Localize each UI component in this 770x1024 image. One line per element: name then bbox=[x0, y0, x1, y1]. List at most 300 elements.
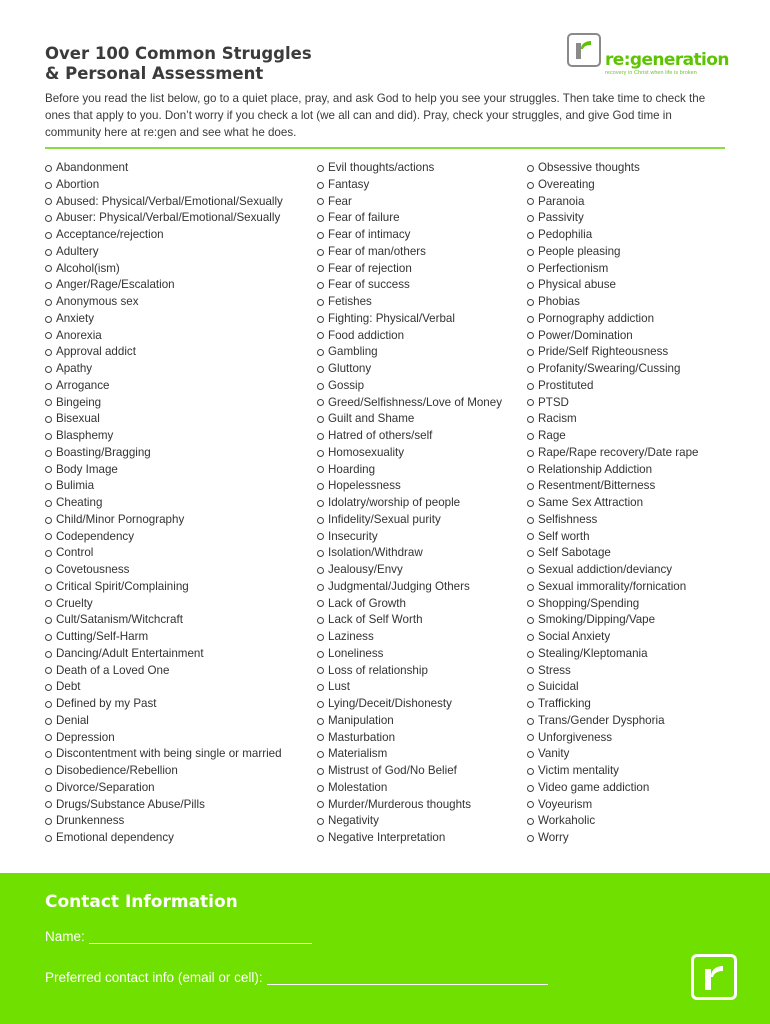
struggle-item[interactable] bbox=[527, 395, 698, 412]
struggle-item[interactable] bbox=[527, 244, 698, 261]
struggle-item[interactable] bbox=[317, 629, 502, 646]
checkbox-circle-icon[interactable] bbox=[317, 667, 324, 674]
checkbox-circle-icon[interactable] bbox=[527, 483, 534, 490]
struggle-item[interactable] bbox=[45, 746, 283, 763]
struggle-item[interactable] bbox=[527, 596, 698, 613]
struggle-label: Workaholic bbox=[538, 814, 596, 828]
struggle-item[interactable] bbox=[527, 227, 698, 244]
checkbox-circle-icon[interactable] bbox=[527, 785, 534, 792]
struggle-item[interactable] bbox=[527, 160, 698, 177]
checkbox-circle-icon[interactable] bbox=[527, 416, 534, 423]
checkbox-circle-icon[interactable] bbox=[317, 416, 324, 423]
checkbox-circle-icon[interactable] bbox=[527, 617, 534, 624]
checkbox-circle-icon[interactable] bbox=[45, 265, 52, 272]
struggle-item[interactable] bbox=[45, 730, 283, 747]
checkbox-circle-icon[interactable] bbox=[45, 734, 52, 741]
struggle-item[interactable] bbox=[45, 663, 283, 680]
checkbox-circle-icon[interactable] bbox=[45, 684, 52, 691]
struggle-item[interactable] bbox=[317, 244, 502, 261]
struggle-item[interactable] bbox=[527, 679, 698, 696]
struggle-item[interactable] bbox=[317, 797, 502, 814]
struggle-label: Pornography addiction bbox=[538, 311, 655, 325]
struggle-item[interactable] bbox=[45, 512, 283, 529]
checkbox-circle-icon[interactable] bbox=[45, 232, 52, 239]
checkbox-circle-icon[interactable] bbox=[527, 366, 534, 373]
struggle-item[interactable] bbox=[45, 696, 283, 713]
checkbox-circle-icon[interactable] bbox=[45, 466, 52, 473]
contact-section bbox=[0, 873, 770, 1024]
checkbox-circle-icon[interactable] bbox=[527, 299, 534, 306]
struggle-item[interactable] bbox=[45, 177, 283, 194]
checkbox-circle-icon[interactable] bbox=[527, 182, 534, 189]
struggle-item[interactable] bbox=[45, 629, 283, 646]
struggle-item[interactable] bbox=[45, 344, 283, 361]
checkbox-circle-icon[interactable] bbox=[527, 818, 534, 825]
struggle-item[interactable] bbox=[317, 462, 502, 479]
struggle-label: Trans/Gender Dysphoria bbox=[538, 713, 665, 727]
checkbox-circle-icon[interactable] bbox=[317, 818, 324, 825]
struggle-item[interactable] bbox=[45, 227, 283, 244]
struggle-item[interactable] bbox=[317, 579, 502, 596]
struggle-item[interactable] bbox=[527, 579, 698, 596]
checkbox-circle-icon[interactable] bbox=[317, 182, 324, 189]
checkbox-circle-icon[interactable] bbox=[317, 332, 324, 339]
struggle-label: Greed/Selfishness/Love of Money bbox=[328, 395, 503, 409]
checkbox-circle-icon[interactable] bbox=[317, 651, 324, 658]
checkbox-circle-icon[interactable] bbox=[527, 768, 534, 775]
struggle-item[interactable] bbox=[527, 713, 698, 730]
struggle-item[interactable] bbox=[45, 763, 283, 780]
checkbox-circle-icon[interactable] bbox=[317, 399, 324, 406]
struggle-item[interactable] bbox=[45, 797, 283, 814]
struggle-item[interactable] bbox=[317, 696, 502, 713]
struggle-label: Self Sabotage bbox=[538, 546, 611, 560]
struggle-item[interactable] bbox=[45, 445, 283, 462]
struggle-label: Negativity bbox=[328, 814, 379, 828]
struggle-item[interactable] bbox=[317, 612, 502, 629]
struggle-item[interactable] bbox=[317, 562, 502, 579]
checkbox-circle-icon[interactable] bbox=[45, 282, 52, 289]
struggle-label: Dancing/Adult Entertainment bbox=[56, 646, 204, 660]
struggle-item[interactable] bbox=[527, 311, 698, 328]
checkbox-circle-icon[interactable] bbox=[527, 316, 534, 323]
checkbox-circle-icon[interactable] bbox=[45, 617, 52, 624]
struggle-item[interactable] bbox=[45, 210, 283, 227]
struggle-item[interactable] bbox=[317, 428, 502, 445]
checkbox-circle-icon[interactable] bbox=[45, 667, 52, 674]
struggle-item[interactable] bbox=[45, 830, 283, 847]
checkbox-circle-icon[interactable] bbox=[317, 450, 324, 457]
struggle-label: Profanity/Swearing/Cussing bbox=[538, 362, 681, 375]
checkbox-circle-icon[interactable] bbox=[45, 634, 52, 641]
struggle-item[interactable] bbox=[45, 160, 283, 177]
struggle-item[interactable] bbox=[317, 378, 502, 395]
struggle-item[interactable] bbox=[45, 780, 283, 797]
struggle-item[interactable] bbox=[45, 562, 283, 579]
struggle-label: Murder/Murderous thoughts bbox=[328, 797, 472, 811]
checkbox-circle-icon[interactable] bbox=[527, 249, 534, 256]
struggle-item[interactable] bbox=[527, 411, 698, 428]
struggle-item[interactable] bbox=[527, 462, 698, 479]
checkbox-circle-icon[interactable] bbox=[45, 600, 52, 607]
checkbox-circle-icon[interactable] bbox=[45, 165, 52, 172]
struggle-item[interactable] bbox=[317, 445, 502, 462]
struggle-item[interactable] bbox=[317, 830, 502, 847]
struggle-item[interactable] bbox=[527, 328, 698, 345]
checkbox-circle-icon[interactable] bbox=[45, 249, 52, 256]
checkbox-circle-icon[interactable] bbox=[317, 500, 324, 507]
struggle-item[interactable] bbox=[45, 378, 283, 395]
checkbox-circle-icon[interactable] bbox=[317, 684, 324, 691]
struggle-item[interactable] bbox=[45, 545, 283, 562]
checkbox-circle-icon[interactable] bbox=[45, 701, 52, 708]
struggle-item[interactable] bbox=[317, 328, 502, 345]
struggle-item[interactable] bbox=[45, 277, 283, 294]
checkbox-circle-icon[interactable] bbox=[45, 349, 52, 356]
checkbox-circle-icon[interactable] bbox=[527, 584, 534, 591]
struggle-label: People pleasing bbox=[538, 244, 621, 258]
checkbox-circle-icon[interactable] bbox=[317, 215, 324, 222]
checkbox-circle-icon[interactable] bbox=[527, 466, 534, 473]
struggle-item[interactable] bbox=[527, 177, 698, 194]
struggle-item[interactable] bbox=[527, 428, 698, 445]
checkbox-circle-icon[interactable] bbox=[527, 215, 534, 222]
logo-wordmark: re:generation bbox=[605, 50, 729, 70]
checkbox-circle-icon[interactable] bbox=[527, 383, 534, 390]
struggle-item[interactable] bbox=[45, 311, 283, 328]
checkbox-circle-icon[interactable] bbox=[527, 165, 534, 172]
logo-mark-icon bbox=[567, 33, 601, 67]
struggle-item[interactable] bbox=[527, 512, 698, 529]
struggle-label: Cheating bbox=[56, 496, 103, 509]
struggle-item[interactable] bbox=[317, 596, 502, 613]
checkbox-circle-icon[interactable] bbox=[45, 299, 52, 306]
checkbox-circle-icon[interactable] bbox=[317, 550, 324, 557]
checkbox-circle-icon[interactable] bbox=[317, 584, 324, 591]
struggle-label: Pedophilia bbox=[538, 228, 593, 241]
struggle-item[interactable] bbox=[317, 512, 502, 529]
checkbox-circle-icon[interactable] bbox=[317, 366, 324, 373]
struggle-item[interactable] bbox=[317, 294, 502, 311]
checkbox-circle-icon[interactable] bbox=[527, 517, 534, 524]
struggle-item[interactable] bbox=[45, 328, 283, 345]
checkbox-circle-icon[interactable] bbox=[527, 265, 534, 272]
struggle-label: Racism bbox=[538, 412, 577, 426]
checkbox-circle-icon[interactable] bbox=[317, 734, 324, 741]
struggle-item[interactable] bbox=[527, 361, 698, 378]
struggle-label: Fear of success bbox=[328, 278, 410, 292]
struggle-item[interactable] bbox=[317, 277, 502, 294]
struggle-item[interactable] bbox=[45, 294, 283, 311]
contact-title: Contact Information bbox=[45, 892, 238, 912]
checkbox-circle-icon[interactable] bbox=[45, 433, 52, 440]
struggle-item[interactable] bbox=[45, 495, 283, 512]
struggle-item[interactable] bbox=[45, 713, 283, 730]
checkbox-circle-icon[interactable] bbox=[317, 466, 324, 473]
checkbox-circle-icon[interactable] bbox=[317, 785, 324, 792]
checkbox-circle-icon[interactable] bbox=[45, 316, 52, 323]
checkbox-circle-icon[interactable] bbox=[45, 718, 52, 725]
struggle-label: Debt bbox=[56, 680, 81, 694]
struggle-label: Cult/Satanism/Witchcraft bbox=[56, 613, 183, 627]
struggle-item[interactable] bbox=[527, 495, 698, 512]
struggle-item[interactable] bbox=[317, 261, 502, 278]
checkbox-circle-icon[interactable] bbox=[527, 332, 534, 339]
checkbox-circle-icon[interactable] bbox=[45, 835, 52, 842]
checkbox-circle-icon[interactable] bbox=[317, 198, 324, 205]
struggle-item[interactable] bbox=[45, 261, 283, 278]
checkbox-circle-icon[interactable] bbox=[527, 634, 534, 641]
struggle-label: Anger/Rage/Escalation bbox=[56, 278, 175, 292]
struggle-item[interactable] bbox=[527, 294, 698, 311]
checkbox-circle-icon[interactable] bbox=[45, 651, 52, 658]
checkbox-circle-icon[interactable] bbox=[527, 450, 534, 457]
struggle-item[interactable] bbox=[317, 763, 502, 780]
struggle-item[interactable] bbox=[527, 194, 698, 211]
checkbox-circle-icon[interactable] bbox=[45, 801, 52, 808]
struggle-item[interactable] bbox=[317, 545, 502, 562]
checkbox-circle-icon[interactable] bbox=[317, 718, 324, 725]
struggle-label: Laziness bbox=[328, 630, 374, 643]
checkbox-circle-icon[interactable] bbox=[527, 651, 534, 658]
struggle-item[interactable] bbox=[527, 629, 698, 646]
struggle-label: Cutting/Self-Harm bbox=[56, 630, 149, 643]
struggle-item[interactable] bbox=[317, 344, 502, 361]
struggle-item[interactable] bbox=[317, 746, 502, 763]
struggle-label: Mistrust of God/No Belief bbox=[328, 764, 457, 777]
checkbox-circle-icon[interactable] bbox=[317, 249, 324, 256]
struggle-label: Disobedience/Rebellion bbox=[56, 764, 178, 777]
checkbox-circle-icon[interactable] bbox=[45, 567, 52, 574]
checkbox-circle-icon[interactable] bbox=[45, 818, 52, 825]
struggle-item[interactable] bbox=[317, 813, 502, 830]
checkbox-circle-icon[interactable] bbox=[317, 165, 324, 172]
struggle-item[interactable] bbox=[527, 529, 698, 546]
struggle-item[interactable] bbox=[527, 763, 698, 780]
struggle-item[interactable] bbox=[317, 177, 502, 194]
struggle-item[interactable] bbox=[527, 813, 698, 830]
struggle-item[interactable] bbox=[45, 361, 283, 378]
divider bbox=[45, 147, 725, 149]
struggle-label: Resentment/Bitterness bbox=[538, 479, 656, 493]
checkbox-circle-icon[interactable] bbox=[317, 801, 324, 808]
struggle-item[interactable] bbox=[317, 160, 502, 177]
struggle-item[interactable] bbox=[527, 261, 698, 278]
struggle-label: Hopelessness bbox=[328, 479, 401, 493]
checkbox-circle-icon[interactable] bbox=[45, 182, 52, 189]
checkbox-circle-icon[interactable] bbox=[317, 232, 324, 239]
struggle-item[interactable] bbox=[317, 679, 502, 696]
name-line[interactable] bbox=[89, 929, 312, 944]
struggle-item[interactable] bbox=[45, 478, 283, 495]
struggle-item[interactable] bbox=[317, 210, 502, 227]
checkbox-circle-icon[interactable] bbox=[317, 634, 324, 641]
checkbox-circle-icon[interactable] bbox=[317, 768, 324, 775]
checkbox-circle-icon[interactable] bbox=[45, 198, 52, 205]
struggle-item[interactable] bbox=[527, 277, 698, 294]
checkbox-circle-icon[interactable] bbox=[45, 450, 52, 457]
struggle-item[interactable] bbox=[527, 378, 698, 395]
checkbox-circle-icon[interactable] bbox=[527, 399, 534, 406]
struggles-column-2 bbox=[317, 160, 502, 847]
checkbox-circle-icon[interactable] bbox=[45, 517, 52, 524]
checkbox-circle-icon[interactable] bbox=[317, 349, 324, 356]
struggle-item[interactable] bbox=[317, 780, 502, 797]
checkbox-circle-icon[interactable] bbox=[527, 600, 534, 607]
struggle-label: Evil thoughts/actions bbox=[328, 161, 435, 174]
checkbox-circle-icon[interactable] bbox=[527, 282, 534, 289]
struggle-item[interactable] bbox=[317, 311, 502, 328]
checkbox-circle-icon[interactable] bbox=[45, 533, 52, 540]
struggle-label: Fear bbox=[328, 194, 352, 208]
checkbox-circle-icon[interactable] bbox=[527, 198, 534, 205]
struggle-item[interactable] bbox=[527, 646, 698, 663]
checkbox-circle-icon[interactable] bbox=[317, 517, 324, 524]
struggle-item[interactable] bbox=[45, 679, 283, 696]
checkbox-circle-icon[interactable] bbox=[45, 500, 52, 507]
struggle-item[interactable] bbox=[45, 579, 283, 596]
checkbox-circle-icon[interactable] bbox=[317, 835, 324, 842]
struggle-label: Arrogance bbox=[56, 378, 110, 392]
checkbox-circle-icon[interactable] bbox=[527, 835, 534, 842]
struggle-item[interactable] bbox=[527, 545, 698, 562]
checkbox-circle-icon[interactable] bbox=[317, 265, 324, 272]
struggle-label: Divorce/Separation bbox=[56, 780, 155, 794]
struggle-item[interactable] bbox=[45, 529, 283, 546]
struggle-item[interactable] bbox=[317, 663, 502, 680]
checkbox-circle-icon[interactable] bbox=[317, 299, 324, 306]
struggle-item[interactable] bbox=[527, 478, 698, 495]
checkbox-circle-icon[interactable] bbox=[45, 550, 52, 557]
checkbox-circle-icon[interactable] bbox=[45, 751, 52, 758]
struggle-item[interactable] bbox=[45, 612, 283, 629]
checkbox-circle-icon[interactable] bbox=[45, 383, 52, 390]
checkbox-circle-icon[interactable] bbox=[527, 734, 534, 741]
checkbox-circle-icon[interactable] bbox=[527, 718, 534, 725]
struggle-label: Denial bbox=[56, 713, 89, 727]
struggle-label: Child/Minor Pornography bbox=[56, 512, 185, 526]
struggle-item[interactable] bbox=[317, 646, 502, 663]
checkbox-circle-icon[interactable] bbox=[527, 433, 534, 440]
struggle-label: Sexual immorality/fornication bbox=[538, 579, 687, 593]
struggle-item[interactable] bbox=[45, 395, 283, 412]
checkbox-circle-icon[interactable] bbox=[527, 533, 534, 540]
struggle-item[interactable] bbox=[527, 830, 698, 847]
checkbox-circle-icon[interactable] bbox=[317, 751, 324, 758]
struggle-label: Smoking/Dipping/Vape bbox=[538, 613, 656, 627]
checkbox-circle-icon[interactable] bbox=[45, 785, 52, 792]
contact-info-field[interactable] bbox=[45, 970, 548, 985]
struggle-label: Stress bbox=[538, 663, 571, 677]
struggle-item[interactable] bbox=[45, 194, 283, 211]
struggle-item[interactable] bbox=[317, 411, 502, 428]
struggle-label: Anxiety bbox=[56, 311, 95, 325]
checkbox-circle-icon[interactable] bbox=[45, 768, 52, 775]
checkbox-circle-icon[interactable] bbox=[527, 500, 534, 507]
checkbox-circle-icon[interactable] bbox=[527, 567, 534, 574]
struggle-item[interactable] bbox=[527, 780, 698, 797]
checkbox-circle-icon[interactable] bbox=[527, 751, 534, 758]
struggle-item[interactable] bbox=[45, 646, 283, 663]
struggle-item[interactable] bbox=[317, 529, 502, 546]
struggle-item[interactable] bbox=[527, 445, 698, 462]
contact-info-line[interactable] bbox=[267, 970, 548, 985]
checkbox-circle-icon[interactable] bbox=[45, 215, 52, 222]
checkbox-circle-icon[interactable] bbox=[45, 366, 52, 373]
checkbox-circle-icon[interactable] bbox=[527, 232, 534, 239]
struggle-label: Emotional dependency bbox=[56, 831, 174, 844]
checkbox-circle-icon[interactable] bbox=[317, 617, 324, 624]
struggle-item[interactable] bbox=[527, 344, 698, 361]
struggle-item[interactable] bbox=[527, 746, 698, 763]
checkbox-circle-icon[interactable] bbox=[527, 550, 534, 557]
struggle-item[interactable] bbox=[527, 562, 698, 579]
struggle-item[interactable] bbox=[45, 411, 283, 428]
struggle-item[interactable] bbox=[317, 227, 502, 244]
checkbox-circle-icon[interactable] bbox=[45, 332, 52, 339]
struggle-item[interactable] bbox=[317, 194, 502, 211]
struggle-item[interactable] bbox=[527, 210, 698, 227]
struggle-item[interactable] bbox=[317, 478, 502, 495]
checkbox-circle-icon[interactable] bbox=[317, 533, 324, 540]
struggle-label: Anorexia bbox=[56, 328, 102, 342]
checkbox-circle-icon[interactable] bbox=[45, 584, 52, 591]
struggle-label: Manipulation bbox=[328, 713, 394, 727]
checkbox-circle-icon[interactable] bbox=[317, 483, 324, 490]
checkbox-circle-icon[interactable] bbox=[527, 701, 534, 708]
struggle-label: Gluttony bbox=[328, 362, 372, 375]
checkbox-circle-icon[interactable] bbox=[317, 282, 324, 289]
title-line-2: & Personal Assessment bbox=[45, 64, 264, 83]
struggle-item[interactable] bbox=[317, 730, 502, 747]
struggle-item[interactable] bbox=[45, 462, 283, 479]
struggle-item[interactable] bbox=[45, 813, 283, 830]
struggle-label: Gossip bbox=[328, 378, 365, 392]
struggle-label: Relationship Addiction bbox=[538, 462, 653, 476]
checkbox-circle-icon[interactable] bbox=[527, 801, 534, 808]
struggle-item[interactable] bbox=[317, 713, 502, 730]
checkbox-circle-icon[interactable] bbox=[527, 349, 534, 356]
struggle-item[interactable] bbox=[317, 361, 502, 378]
checkbox-circle-icon[interactable] bbox=[527, 667, 534, 674]
struggle-item[interactable] bbox=[317, 495, 502, 512]
name-field[interactable] bbox=[45, 929, 312, 944]
struggle-item[interactable] bbox=[527, 663, 698, 680]
checkbox-circle-icon[interactable] bbox=[45, 483, 52, 490]
struggle-item[interactable] bbox=[317, 395, 502, 412]
checkbox-circle-icon[interactable] bbox=[317, 600, 324, 607]
struggle-label: Anonymous sex bbox=[56, 295, 139, 308]
checkbox-circle-icon[interactable] bbox=[317, 433, 324, 440]
struggle-item[interactable] bbox=[45, 596, 283, 613]
checkbox-circle-icon[interactable] bbox=[317, 701, 324, 708]
checkbox-circle-icon[interactable] bbox=[317, 567, 324, 574]
struggle-item[interactable] bbox=[527, 696, 698, 713]
checkbox-circle-icon[interactable] bbox=[45, 399, 52, 406]
struggle-item[interactable] bbox=[45, 244, 283, 261]
struggle-item[interactable] bbox=[527, 612, 698, 629]
checkbox-circle-icon[interactable] bbox=[317, 383, 324, 390]
struggle-item[interactable] bbox=[527, 730, 698, 747]
title-line-1: Over 100 Common Struggles bbox=[45, 44, 312, 63]
checkbox-circle-icon[interactable] bbox=[317, 316, 324, 323]
struggle-item[interactable] bbox=[527, 797, 698, 814]
checkbox-circle-icon[interactable] bbox=[45, 416, 52, 423]
checkbox-circle-icon[interactable] bbox=[527, 684, 534, 691]
struggle-label: Fear of failure bbox=[328, 211, 400, 225]
struggle-label: Hatred of others/self bbox=[328, 429, 433, 442]
struggle-item[interactable] bbox=[45, 428, 283, 445]
